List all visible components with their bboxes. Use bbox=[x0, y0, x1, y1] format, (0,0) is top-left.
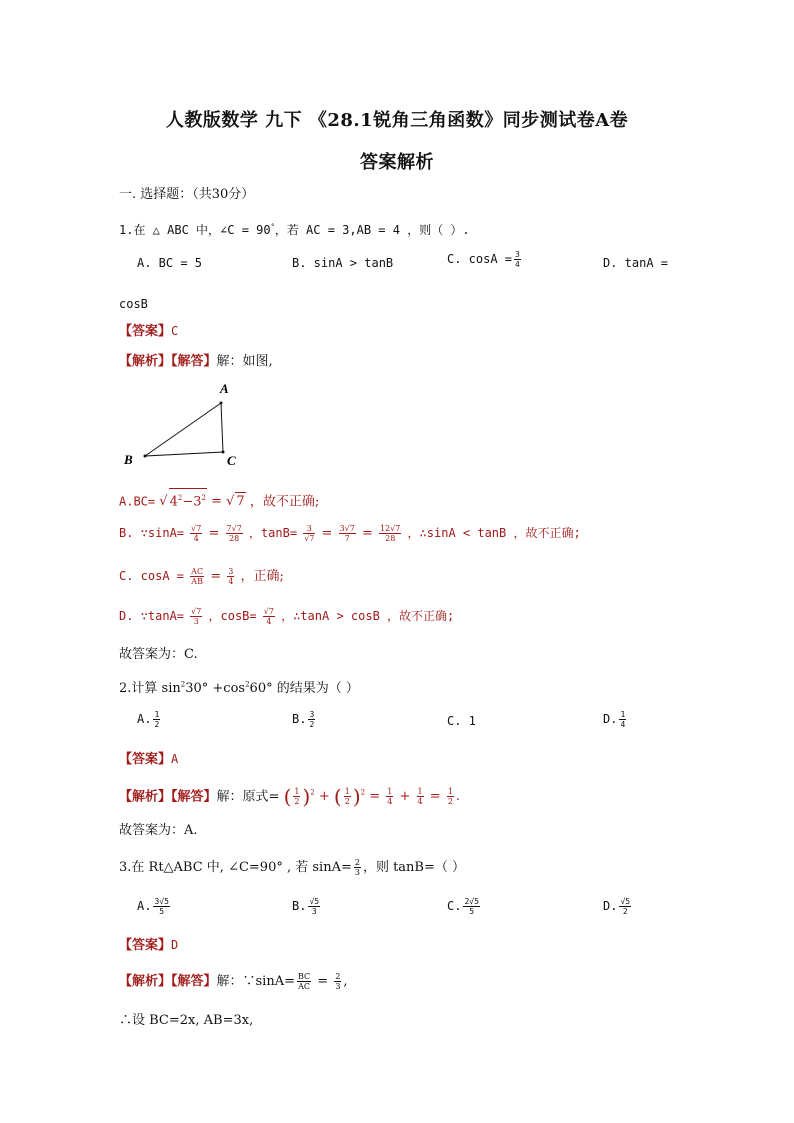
q1-answer: 【答案】C bbox=[119, 324, 179, 339]
q2-option-c: C. 1 bbox=[447, 714, 476, 728]
q1-analysis: 【解析】【解答】解：如图, bbox=[119, 354, 273, 369]
q3-analysis: 【解析】【解答】解：∵sinA= $\frac{BC}{AC}$ = $\frac{2}{3}$ , bbox=[119, 972, 348, 991]
q3-stem: 3.在 Rt△ABC 中, ∠C=90° , 若 sinA= $\frac{2}{3}$ ，则 tanB=（ ） bbox=[119, 858, 466, 877]
q1-conclusion: 故答案为：C. bbox=[119, 647, 198, 662]
q1-line-a: A.BC= √ $4^2-3^2$ = √ 7 ，故不正确; bbox=[119, 488, 319, 511]
q1-option-d-cont: cosB bbox=[119, 297, 148, 311]
q2-analysis: 【解析】【解答】解：原式= ( $\frac{1}{2}$ )$^2$ + ( $\frac{1}{2}$ )$^2$ = $\frac{1}{4}$ + $\frac{1}{4}$ = $\frac{1}{2}$ . bbox=[119, 784, 461, 809]
q2-stem: 2.计算 $\sin^230^\circ +\cos^260^\circ$ 的结果为（ ） bbox=[119, 681, 359, 697]
vertex-label-c: C bbox=[227, 453, 236, 468]
q1-option-d: D. tanA = bbox=[603, 256, 669, 270]
section-heading: 一. 选择题：（共30分） bbox=[119, 187, 255, 202]
q1-line-d: D. ∵tanA= $\frac{√7}{3}$ ，cosB= $\frac{√7}{4}$ ，∴tanA > cosB ，故不正确; bbox=[119, 607, 455, 626]
q3-line-next: ∴设 BC=2x, AB=3x, bbox=[119, 1013, 254, 1028]
q1-line-c: C. cosA = $\frac{AC}{AB}$ = $\frac{3}{4}$ ，正确; bbox=[119, 567, 284, 586]
q3-option-a: A. $\frac{3√5}{5}$ bbox=[137, 897, 169, 916]
vertex-label-a: A bbox=[220, 381, 229, 396]
q1-option-c: C. cosA = $\frac{3}{4}$ bbox=[447, 250, 520, 269]
q2-answer: 【答案】A bbox=[119, 752, 179, 767]
q2-option-a: A. $\frac{1}{2}$ bbox=[137, 710, 160, 729]
q1-option-b: B. sinA > tanB bbox=[292, 256, 394, 270]
q1-line-b: B. ∵sinA= $\frac{√7}{4}$ = $\frac{7√7}{28}$ ，tanB= $\frac{3}{√7}$ = $\frac{3√7}{7}$ = $\frac{12√7}{28}$ ，∴sinA < tanB ，故不正确; bbox=[119, 524, 581, 543]
q3-option-b: B. $\frac{√5}{3}$ bbox=[292, 897, 320, 916]
page-title: 人教版数学 九下 《28.1锐角三角函数》同步测试卷A卷 bbox=[165, 110, 629, 131]
q2-option-b: B. $\frac{3}{2}$ bbox=[292, 710, 315, 729]
q1-stem: 1.在 △ ABC 中，∠C = 90°，若 AC = 3,AB = 4 ，则（ ）. bbox=[119, 223, 470, 237]
q1-option-a: A. BC = 5 bbox=[137, 256, 203, 270]
triangle-figure bbox=[118, 376, 248, 472]
q3-option-d: D. $\frac{√5}{2}$ bbox=[603, 897, 631, 916]
q3-answer: 【答案】D bbox=[119, 938, 179, 953]
vertex-label-b: B bbox=[124, 452, 133, 467]
q2-option-d: D. $\frac{1}{4}$ bbox=[603, 710, 626, 729]
q3-option-c: C. $\frac{2√5}{5}$ bbox=[447, 897, 479, 916]
page-subtitle: 答案解析 bbox=[360, 152, 434, 173]
q2-conclusion: 故答案为：A. bbox=[119, 823, 198, 838]
